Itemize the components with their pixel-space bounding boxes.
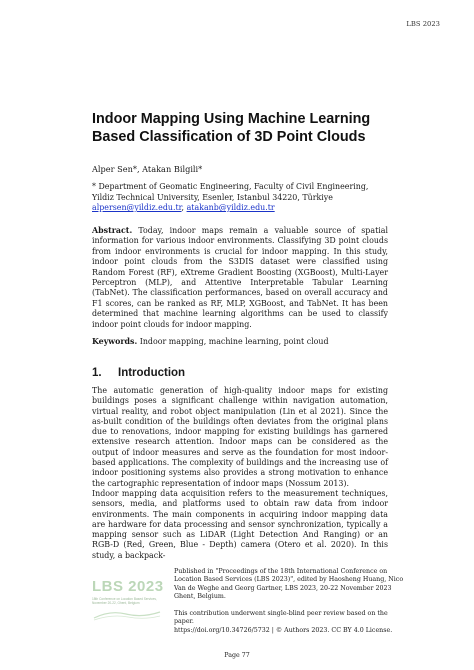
page-number: Page 77 bbox=[224, 652, 250, 659]
affiliation-text: * Department of Geomatic Engineering, Faculty of Civil Engineering, Yildiz Technical University, Esenler, Istanbul 34220, Türkiye bbox=[92, 182, 369, 202]
paper-title: Indoor Mapping Using Machine Learning Based Classification of 3D Point Clouds bbox=[92, 111, 371, 145]
license-notice bbox=[174, 610, 404, 635]
publication-info: Published in "Proceedings of the 18th International Conference on Location Based Services (LBS 2023)", edited by Haosheng Huang, Nico Van de Weghe and Georg Gartner, LBS 2023, 20-22 November 2023 Ghent, Belgium. bbox=[174, 568, 404, 601]
keywords-text: Indoor mapping, machine learning, point cloud bbox=[137, 337, 329, 346]
intro-paragraph-1: The automatic generation of high-quality indoor maps for existing buildings poses a significant challenge within navigation automation, virtual reality, and robot object manipulation (Lin et al 2021). Since the as-built condition of the buildings often deviates from the original plans due to renovations, indoor mapping for existing buildings has garnered extensive research attention. Indoor maps can be considered as the output of indoor measures and serve as the foundation for most indoor-based applications. The complexity of buildings and the increasing use of indoor positioning systems also provides a strong motivation to enhance the cartographic representation of indoor maps (Nossum 2013). bbox=[92, 386, 388, 488]
logo-text: LBS 2023 bbox=[92, 578, 164, 595]
section-heading bbox=[92, 367, 185, 379]
email-link-1[interactable]: alpersen@yildiz.edu.tr bbox=[92, 203, 182, 212]
author-list: Alper Sen*, Atakan Bilgili* bbox=[92, 164, 203, 174]
abstract-label: Abstract. bbox=[92, 226, 133, 235]
section-title: Introduction bbox=[118, 367, 186, 379]
keywords bbox=[92, 337, 388, 347]
abstract-text: Today, indoor maps remain a valuable source of spatial information for various indoor environments. Classifying 3D point clouds from indoor environments is crucial for indoor mapping. In this study, indoor point clouds from the S3DIS dataset were classified using Random Forest (RF), eXtreme Gradient Boosting (XGBoost), Multi-Layer Perceptron (MLP), and Attentive Interpretable Tabular Learning (TabNet). The classification performances, based on overall accuracy and F1 scores, can be ranked as RF, MLP, XGBoost, and TabNet. It has been determined that machine learning algorithms can be used to classify indoor point clouds for indoor mapping. bbox=[92, 226, 388, 329]
intro-paragraph-2: Indoor mapping data acquisition refers to the measurement techniques, sensors, media, and platforms used to obtain raw data from indoor environments. The main components in acquiring indoor mapping data are hardware for data processing and sensor synchronization, typically a mapping sensor such as LiDAR (Light Detection And Ranging) or an RGB-D (Red, Green, Blue - Depth) camera (Otero et al. 2020). In this study, a backpack- bbox=[92, 489, 388, 560]
running-head: LBS 2023 bbox=[406, 20, 440, 28]
logo-subtitle: 18th Conference on Location Based Services, November 20-22, Ghent, Belgium bbox=[92, 597, 157, 605]
email-link-2[interactable]: atakanb@yildiz.edu.tr bbox=[186, 203, 275, 212]
abstract bbox=[92, 226, 388, 330]
license-line-2: https://doi.org/10.34726/5732 | © Authors 2023. CC BY 4.0 License. bbox=[174, 626, 393, 634]
affiliation-block bbox=[92, 182, 392, 214]
section-number: 1. bbox=[92, 367, 102, 379]
email-separator: , bbox=[181, 203, 187, 212]
keywords-label: Keywords. bbox=[92, 337, 138, 346]
license-line-1: This contribution underwent single-blind peer review based on the paper. bbox=[174, 610, 388, 626]
